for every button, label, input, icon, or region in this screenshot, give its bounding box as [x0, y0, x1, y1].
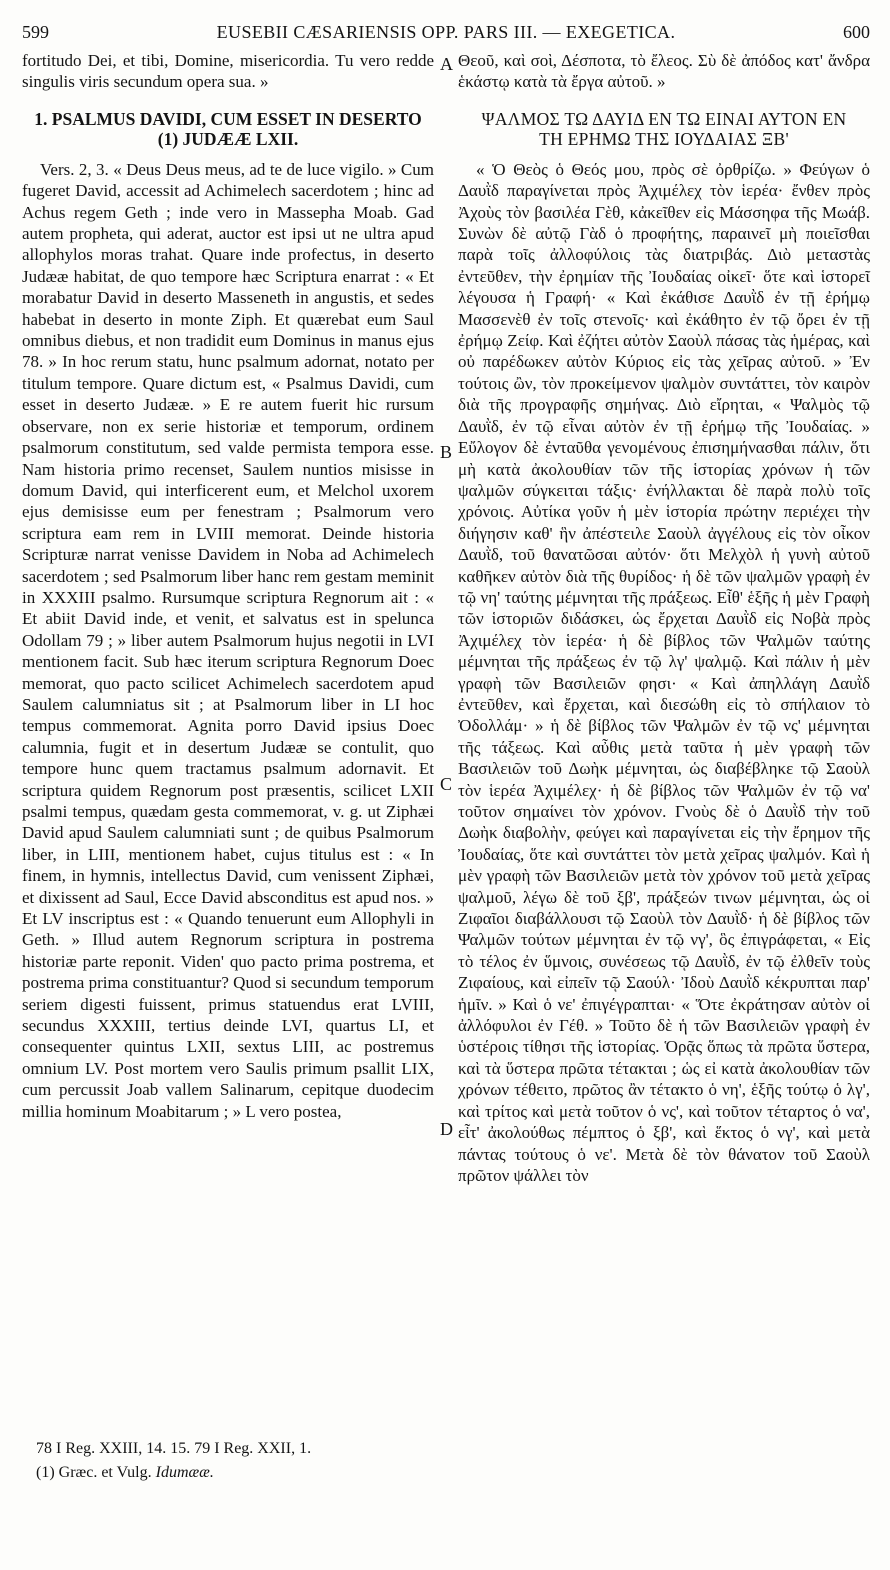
footnote-variant [36, 1461, 436, 1485]
running-header [22, 22, 870, 46]
running-title: EUSEBII CÆSARIENSIS OPP. PARS III. — EXEGETICA. [216, 22, 676, 42]
greek-body-text: « Ὁ Θεὸς ὁ Θεός μου, πρὸς σὲ ὀρθρίζω. » Φεύγων ὁ Δαυῒδ παραγίνεται πρὸς Ἀχιμέλεχ τὸν ἱερέα· ἔνθεν πρὸς Ἀχοὺς τὸν βασιλέα Γὲθ, κἀκεῖθεν εἰς Μάσσηφα τῆς Μωάβ. Συνὼν δὲ αὐτῷ Γὰδ ὁ προφήτης, παραινεῖ μὴ ποιεῖσθαι παρὰ τοῖς ἀλλοφύλοις τὰς διατριβάς. Διὸ μεταστὰς ἐντεῦθεν, τὴν ἐρημίαν τῆς Ἰουδαίας οἰκεῖ· ὅτε καὶ ἱστορεῖ λέγουσα ἡ Γραφή· « Καὶ ἐκάθισε Δαυῒδ ἐν τῇ ἐρήμῳ Μασσενὲθ ἐν τοῖς στενοῖς· καὶ ἐκάθητο ἐν τῷ ὄρει ἐν τῇ ἐρήμῳ Ζείφ. Καὶ ἐζήτει αὐτὸν Σαοὺλ πάσας τὰς ἡμέρας, καὶ οὐ παρέδωκεν αὐτὸν Κύριος εἰς τὰς χεῖρας αὐτοῦ. » Ἐν τούτοις ὢν, τὸν προκείμενον ψαλμὸν συντάττει, τὸν καιρὸν διὰ τῆς προγραφῆς σημήνας. Διὸ εἴρηται, « Ψαλμὸς τῷ Δαυῒδ, ἐν τῷ εἶναι αὐτὸν ἐν τῇ ἐρήμῳ τῆς Ἰουδαίας. » Εὔλογον δὲ ἐνταῦθα γενομένους ἐπισημήνασθαι πάλιν, ὅτι μὴ κατὰ ἀκολουθίαν τῶν τῆς ἱστορίας χρόνων ἡ τῶν ψαλμῶν σύγκειται τάξις· ἐνήλλακται δὲ παρὰ πολὺ τοῖς χρόνοις. Αὐτίκα γοῦν ἡ μὲν ἱστορία πρώτην περιέχει τὴν διήγησιν καθ' ἣν ἀπέστειλε Σαοὺλ ἀγγέλους εἰς τὸν οἶκον Δαυῒδ, τοῦ θανατῶσαι αὐτόν· ὅτι Μελχὸλ ἡ γυνὴ αὐτοῦ καθῆκεν αὐτὸν διὰ τῆς θυρίδος· ἡ δὲ τῶν ψαλμῶν γραφὴ ἐν τῷ νη' ταύτης μέμνηται τῆς πράξεως. Εἶθ' ἑξῆς ἡ μὲν Γραφὴ τῶν ἱστοριῶν διδάσκει, ὡς ἔρχεται Δαυῒδ εἰς Νοβὰ πρὸς Ἀχιμέλεχ τὸν ἱερέα· ἡ δὲ βίβλος τῶν Ψαλμῶν ταύτης μέμνηται τῆς πράξεως ἐν τῷ λγ' ψαλμῷ. Καὶ πάλιν ἡ μὲν γραφὴ τῶν Βασιλειῶν φησι· « Καὶ ἀπηλλάγη Δαυῒδ ἐντεῦθεν, καὶ ἔρχεται, καὶ διεσώθη εἰς τὸ σπήλαιον τὸ Ὀδολλάμ· » ἡ δὲ βίβλος τῶν Ψαλμῶν ἐν τῷ νς' μέμνηται τῆς τάξεως. Καὶ αὖθις μετὰ ταῦτα ἡ μὲν γραφὴ τῶν Βασιλειῶν τοῦ Δωὴκ μέμνηται, ὡς διαβέβληκε τῷ Σαοὺλ τὸν ἱερέα Ἀχιμέλεχ· ἡ δὲ βίβλος τῶν Ψαλμῶν ἐν τῷ να' τοῦτον σημαίνει τὸν χρόνον. Γνοὺς δὲ ὁ Δαυῒδ τὴν τοῦ Δωὴκ διαβολὴν, φεύγει καὶ παραγίνεται εἰς τὴν ἔρημον τῆς Ἰουδαίας, ὅτε καὶ συντάττει τὸν μετὰ χεῖρας ψαλμόν. Καὶ ἡ μὲν γραφὴ τῶν Βασιλειῶν μετὰ τὸν χρόνον τοῦ μετὰ χεῖρας ψαλμοῦ, λέγω δὲ τοῦ ξβ', πράξεών τινων μέμνηται, ὡς οἱ Ζιφαῖοι διαβάλλουσι τῷ Σαοὺλ τὸν Δαυῒδ· ἡ δὲ βίβλος τῶν Ψαλμῶν τούτων μέμνηται ἐν τῷ νγ', ὃς ἐπιγράφεται, « Εἰς τὸ τέλος ἐν ὕμνοις, συνέσεως τῷ Δαυῒδ, ἐν τῷ ἐλθεῖν τοὺς Ζιφαίους, καὶ εἰπεῖν τῷ Σαούλ· Ἰδοὺ Δαυῒδ κέκρυπται παρ' ἡμῖν. » Καὶ ὁ νε' ἐπιγέγραπται· « Ὅτε ἐκράτησαν αὐτὸν οἱ ἀλλόφυλοι ἐν Γέθ. » Τοῦτο δὲ ἡ τῶν Βασιλειῶν γραφὴ ἐν ὑστέροις τίθησι τῆς ἱστορίας. Ὁρᾷς ὅπως τὰ πρῶτα ὕστερα, καὶ τὰ ὕστερα πρῶτα τέτακται ; ὡς εἰ κατὰ ἀκολουθίαν τῶν χρόνων τέθειτο, πρῶτος ἂν τέτακτο ὁ νη', ἑξῆς τούτῳ ὁ λγ', καὶ τρίτος καὶ μετὰ τοῦτον ὁ νς', καὶ τοῦτον τέταρτος ὁ να', εἶτ' ἀκολούθως πέμπτος ὁ ξβ', καὶ ἕκτος ὁ νγ', καὶ μετὰ πάντας τούτους ὁ νε'. Μετὰ δὲ τὸν θάνατον τοῦ Σαοὺλ πρῶτον ψάλλει τὸν [458, 159, 870, 1185]
latin-lead-text: fortitudo Dei, et tibi, Domine, misericordia. Tu vero redde singulis viris secundum opera sua. » [22, 51, 434, 92]
greek-heading-line-2: ΤΗ ΕΡΗΜΩ ΤΗΣ ΙΟΥΔΑΙΑΣ ΞΒ' [539, 128, 789, 149]
latin-heading-line-1: 1. PSALMUS DAVIDI, CUM ESSET IN DESERTO [34, 108, 422, 129]
footnote-variant-prefix: (1) Græc. et Vulg. [36, 1464, 156, 1481]
margin-letter-b: B [440, 442, 453, 462]
margin-letter-c: C [440, 774, 453, 794]
latin-psalm-heading [22, 109, 434, 149]
left-page-number: 599 [22, 22, 49, 42]
footnotes [36, 1437, 436, 1485]
footnote-variant-italic: Idumææ. [155, 1464, 214, 1481]
footnote-references: 78 I Reg. XXIII, 14. 15. 79 I Reg. XXII, 1. [36, 1440, 312, 1457]
greek-psalm-heading [458, 109, 870, 149]
latin-heading-line-2: (1) JUDÆÆ LXII. [157, 128, 299, 149]
latin-body-text: Vers. 2, 3. « Deus Deus meus, ad te de luce vigilo. » Cum fugeret David, accessit ad Achimelech sacerdotem ; hinc ad Achus regem Geth ; inde vero in Massepha Moab. Gad autem propheta, qui aderat, auctor est ipsi ut ne ultra apud allophylos moras trahat. Quare inde profectus, in deserto Judææ habitat, de quo tempore hæc Scriptura enarrat : « Et morabatur David in deserto Masseneth in angustis, et sedes habebat in deserto in monte Ziph. Et quærebat eum Saul omnibus diebus, et non tradidit eum Dominus in manus ejus 78. » In hoc rerum statu, hunc psalmum adornat, notato per titulum tempore. Quare dictum est, « Psalmus Davidi, cum esset in deserto Judææ. » E re autem fuerit hic rursum observare, non ex serie historiæ et temporum, ordinem psalmorum constitutum, sed valde permista tempora esse. Nam historia primo recenset, Saulem nuntios misisse in domum David, qui interficerent eum, et Melchol uxorem ejus demisisse eum per fenestram ; Psalmorum vero scriptura eam rem in LVIII memorat. Deinde historia Scripturæ narrat venisse Davidem in Noba ad Achimelech sacerdotem ; sed Psalmorum liber hanc rem gestam meminit in XXXIII psalmo. Rursumque scriptura Regnorum ait : « Et abiit David inde, et venit, et salvatus est in spelunca Odollam 79 ; » liber autem Psalmorum hujus negotii in LVI mentionem facit. Sub hæc iterum scriptura Regnorum Doec memorat, quo pacto scilicet Achimelech sacerdotem apud Saulem calumniatus sit ; at Psalmorum liber in LI hoc tempus commemorat. Agnita porro David ipsius Doec calumnia, fugit et in desertum Judææ se contulit, quo tempore hunc quem tractamus psalmum adornavit. Et scriptura quidem Regnorum post præsentis, scilicet LXII psalmi tempus, quædam gesta commemorat, v. g. ut Ziphæi David apud Saulem calumniati sunt ; de quibus Psalmorum liber, in LIII, mentionem habet, cujus titulus est : « In finem, in hymnis, intellectus David, cum venissent Ziphæi, et dixissent ad Saul, Ecce David absconditus est apud nos. » Et LV inscriptus est : « Quando tenuerunt eum Allophyli in Geth. » Illud autem Regnorum scriptura in postrema historiæ parte reponit. Viden' quo pacto prima postrema, et postrema prima constituantur? Quod si secundum temporum seriem digesti fuissent, primus statuendus erat LVIII, secundus XXXIII, tertius deinde LVI, quartus LI, et consequenter quintus LXII, sextus LIII, ac postremus omnium LV. Post mortem vero Saulis primum psallit LIX, cum percussit Joab vallem Salinarum, cepitque duodecim millia hominum Moabitarum ; » L vero postea, [22, 159, 434, 1121]
greek-lead-text: Θεοῦ, καὶ σοὶ, Δέσποτα, τὸ ἔλεος. Σὺ δὲ ἀπόδος κατ' ἄνδρα ἑκάστῳ κατὰ τὰ ἔργα αὐτοῦ. » [458, 51, 870, 92]
greek-heading-line-1: ΨΑΛΜΟΣ ΤΩ ΔΑΥΙΔ ΕΝ ΤΩ ΕΙΝΑΙ ΑΥΤΟΝ ΕΝ [481, 108, 847, 129]
right-page-number: 600 [843, 22, 870, 42]
latin-column [22, 50, 434, 1122]
greek-column [458, 50, 870, 1186]
margin-letter-a: A [440, 54, 453, 74]
margin-letter-d: D [440, 1119, 453, 1139]
